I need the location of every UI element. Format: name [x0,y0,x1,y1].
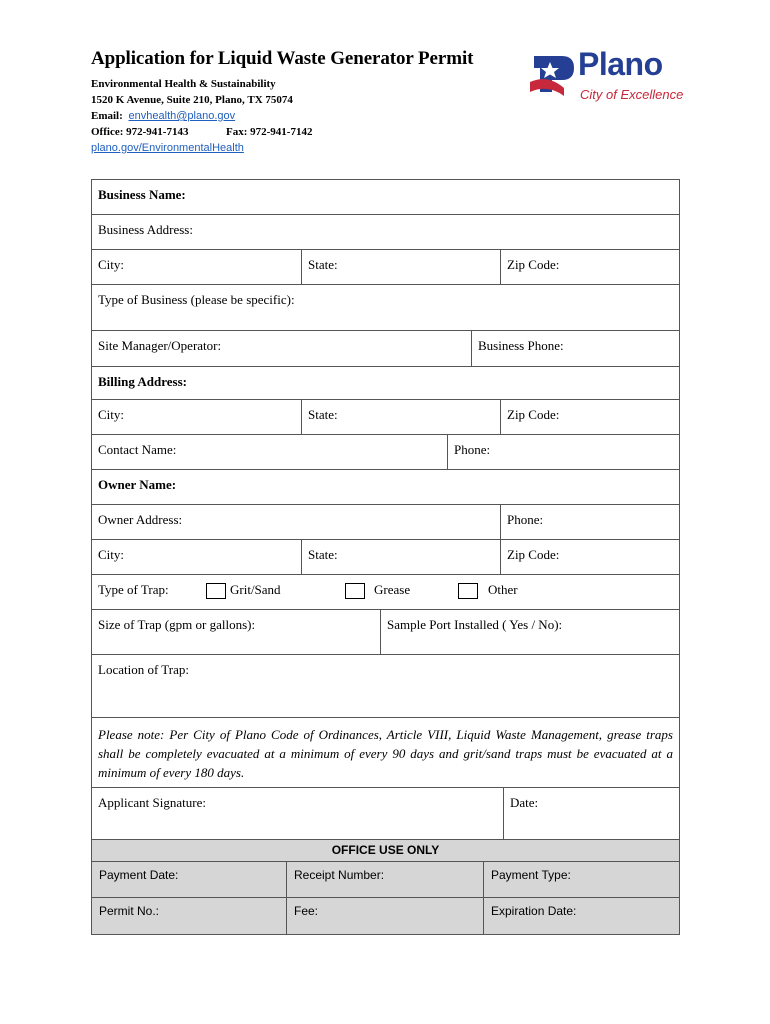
site-manager-field[interactable]: Site Manager/Operator: [98,338,222,353]
office-phone: Office: 972-941-7143 [91,126,189,138]
business-city-field[interactable]: City: [98,257,125,272]
contact-phone-field[interactable]: Phone: [447,435,679,469]
row-site-manager [92,331,679,367]
business-zip-field[interactable]: Zip Code: [500,250,679,284]
row-business-city [92,250,679,285]
website-line [91,140,531,156]
location-of-trap-field[interactable]: Location of Trap: [98,662,189,677]
business-state-field[interactable]: State: [301,250,500,284]
owner-address-field[interactable]: Owner Address: [98,512,183,527]
row-size-of-trap [92,610,679,655]
department-address: 1520 K Avenue, Suite 210, Plano, TX 75074 [91,94,293,106]
row-business-name [92,180,679,215]
row-billing-address [92,367,679,400]
receipt-number-field[interactable]: Receipt Number: [286,862,483,897]
billing-city-field[interactable]: City: [98,407,125,422]
office-use-header [92,840,679,862]
application-form [91,179,680,935]
page-title: Application for Liquid Waste Generator Permit [91,48,474,69]
payment-type-field[interactable]: Payment Type: [483,862,679,897]
row-permit [92,898,679,934]
billing-zip-field[interactable]: Zip Code: [500,400,679,434]
other-label: Other [488,582,518,597]
fee-field[interactable]: Fee: [286,898,483,934]
payment-date-field[interactable]: Payment Date: [99,868,179,882]
department-name: Environmental Health & Sustainability [91,78,276,90]
plano-logo [528,46,684,106]
row-payment [92,862,679,898]
business-name-field[interactable]: Business Name: [98,187,186,202]
applicant-signature-field[interactable]: Applicant Signature: [98,795,206,810]
grit-sand-label: Grit/Sand [230,582,281,597]
type-of-business-field[interactable]: Type of Business (please be specific): [98,292,295,307]
plano-star-icon [528,52,576,104]
evacuation-note: Please note: Per City of Plano Code of Ordinances, Article VIII, Liquid Waste Management, grease traps shall be completely evacuated at a minimum of every 90 days and grit/sand traps must be evacuated at a minimum of every 180 days. [98,727,673,780]
logo-wordmark: Plano [578,46,663,82]
size-of-trap-field[interactable]: Size of Trap (gpm or gallons): [98,617,256,632]
website-link[interactable]: plano.gov/EnvironmentalHealth [91,142,244,154]
email-label: Email: [91,110,123,122]
logo-tagline: City of Excellence [580,87,684,102]
email-link[interactable]: envhealth@plano.gov [128,110,236,122]
owner-state-field[interactable]: State: [301,540,500,574]
contact-name-field[interactable]: Contact Name: [98,442,177,457]
permit-number-field[interactable]: Permit No.: [99,904,160,918]
billing-address-field[interactable]: Billing Address: [98,374,187,389]
trap-option-grease[interactable] [345,582,445,600]
billing-state-field[interactable]: State: [301,400,500,434]
office-use-heading: OFFICE USE ONLY [331,843,440,857]
type-of-trap-label: Type of Trap: [98,582,169,597]
expiration-date-field[interactable]: Expiration Date: [483,898,679,934]
signature-date-field[interactable]: Date: [503,788,679,839]
grit-sand-checkbox[interactable] [206,583,226,599]
email-line [91,108,531,124]
trap-option-other[interactable] [458,582,558,600]
row-owner-city [92,540,679,575]
owner-name-field[interactable]: Owner Name: [98,477,177,492]
row-signature [92,788,679,840]
grease-label: Grease [374,582,411,597]
document-header [91,48,531,156]
other-checkbox[interactable] [458,583,478,599]
phone-fax-line [91,124,531,140]
owner-city-field[interactable]: City: [98,547,125,562]
business-address-field[interactable]: Business Address: [98,222,193,237]
row-billing-city [92,400,679,435]
owner-zip-field[interactable]: Zip Code: [500,540,679,574]
grease-checkbox[interactable] [345,583,365,599]
type-of-trap-group [92,575,679,609]
row-location-of-trap [92,655,679,718]
row-owner-name [92,470,679,505]
owner-phone-field[interactable]: Phone: [500,505,679,539]
row-type-of-trap [92,575,679,610]
row-contact-name [92,435,679,470]
row-owner-address [92,505,679,540]
row-note [92,718,679,788]
row-type-of-business [92,285,679,331]
row-business-address [92,215,679,250]
fax-number: Fax: 972-941-7142 [226,126,313,138]
business-phone-field[interactable]: Business Phone: [471,331,679,366]
sample-port-field[interactable]: Sample Port Installed ( Yes / No): [380,610,679,654]
